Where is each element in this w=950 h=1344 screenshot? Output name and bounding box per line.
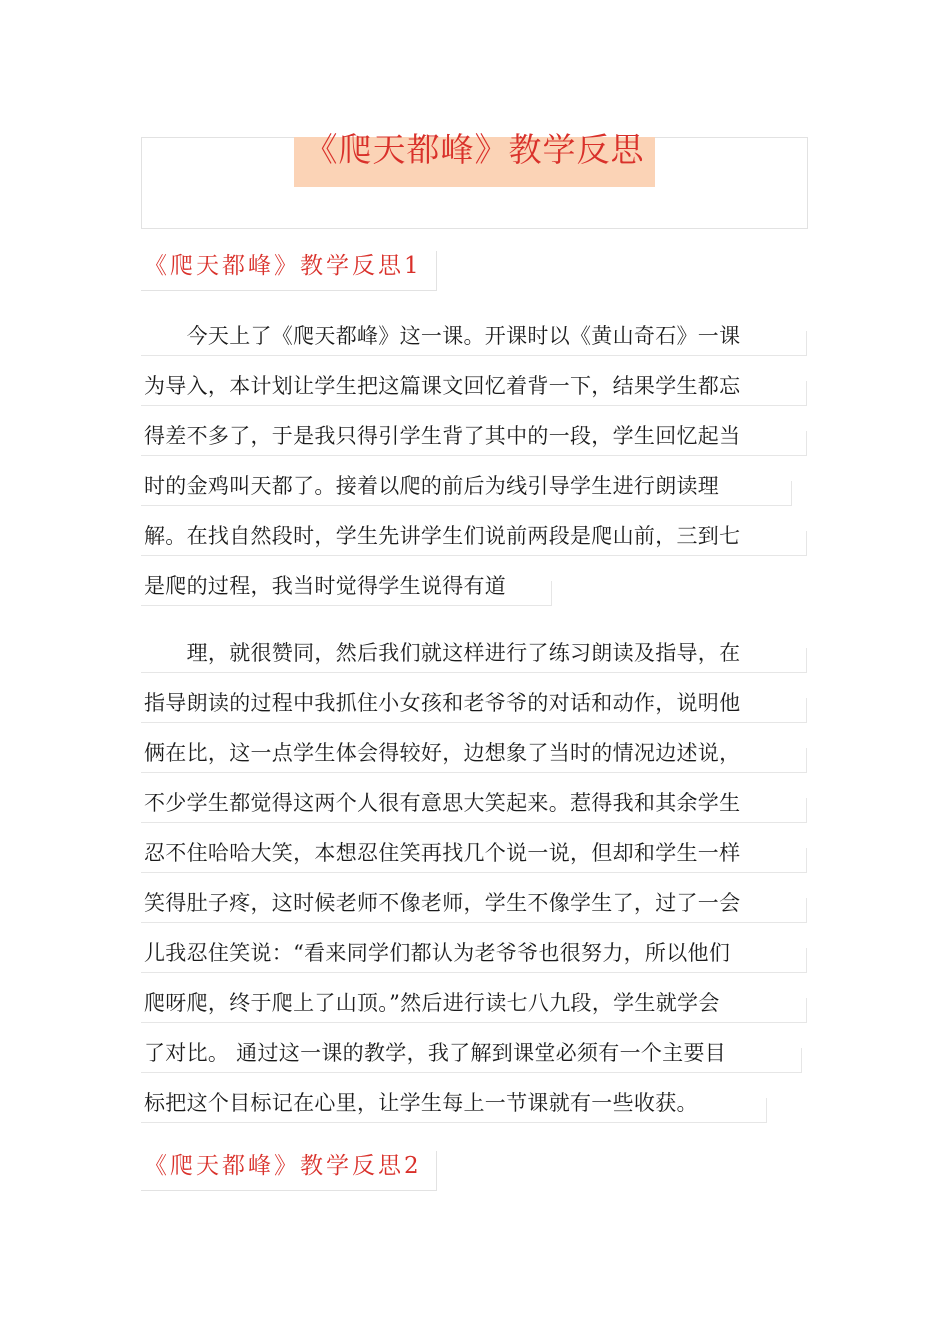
paragraph-line: 指导朗读的过程中我抓住小女孩和老爷爷的对话和动作，说明他 — [144, 691, 741, 715]
paragraph-line: 得差不多了，于是我只得引学生背了其中的一段，学生回忆起当 — [144, 424, 741, 448]
paragraph-line: 今天上了《爬天都峰》这一课。开课时以《黄山奇石》一课 — [144, 324, 741, 348]
section1-heading: 《爬天都峰》教学反思1 — [144, 253, 422, 279]
paragraph-line: 笑得肚子疼，这时候老师不像老师，学生不像学生了，过了一会 — [144, 891, 741, 915]
paragraph-line: 为导入，本计划让学生把这篇课文回忆着背一下，结果学生都忘 — [144, 374, 741, 398]
paragraph-line: 了对比。 通过这一课的教学，我了解到课堂必须有一个主要目 — [144, 1041, 727, 1065]
paragraph-line: 解。在找自然段时，学生先讲学生们说前两段是爬山前，三到七 — [144, 524, 741, 548]
paragraph-line: 是爬的过程，我当时觉得学生说得有道 — [144, 574, 507, 598]
document-title: 《爬天都峰》教学反思 — [304, 130, 645, 169]
paragraph-line: 爬呀爬，终于爬上了山顶。”然后进行读七八九段，学生就学会 — [144, 991, 720, 1015]
paragraph-line: 时的金鸡叫天都了。接着以爬的前后为线引导学生进行朗读理 — [144, 474, 720, 498]
paragraph-line: 理，就很赞同，然后我们就这样进行了练习朗读及指导，在 — [144, 641, 741, 665]
paragraph-line: 忍不住哈哈大笑，本想忍住笑再找几个说一说，但却和学生一样 — [144, 841, 741, 865]
paragraph-line: 俩在比，这一点学生体会得较好，边想象了当时的情况边述说， — [144, 741, 741, 765]
section2-heading: 《爬天都峰》教学反思2 — [144, 1153, 422, 1179]
paragraph-line: 儿我忍住笑说：“看来同学们都认为老爷爷也很努力，所以他们 — [144, 941, 731, 965]
paragraph-line: 不少学生都觉得这两个人很有意思大笑起来。惹得我和其余学生 — [144, 791, 741, 815]
paragraph-line: 标把这个目标记在心里，让学生每上一节课就有一些收获。 — [144, 1091, 698, 1115]
